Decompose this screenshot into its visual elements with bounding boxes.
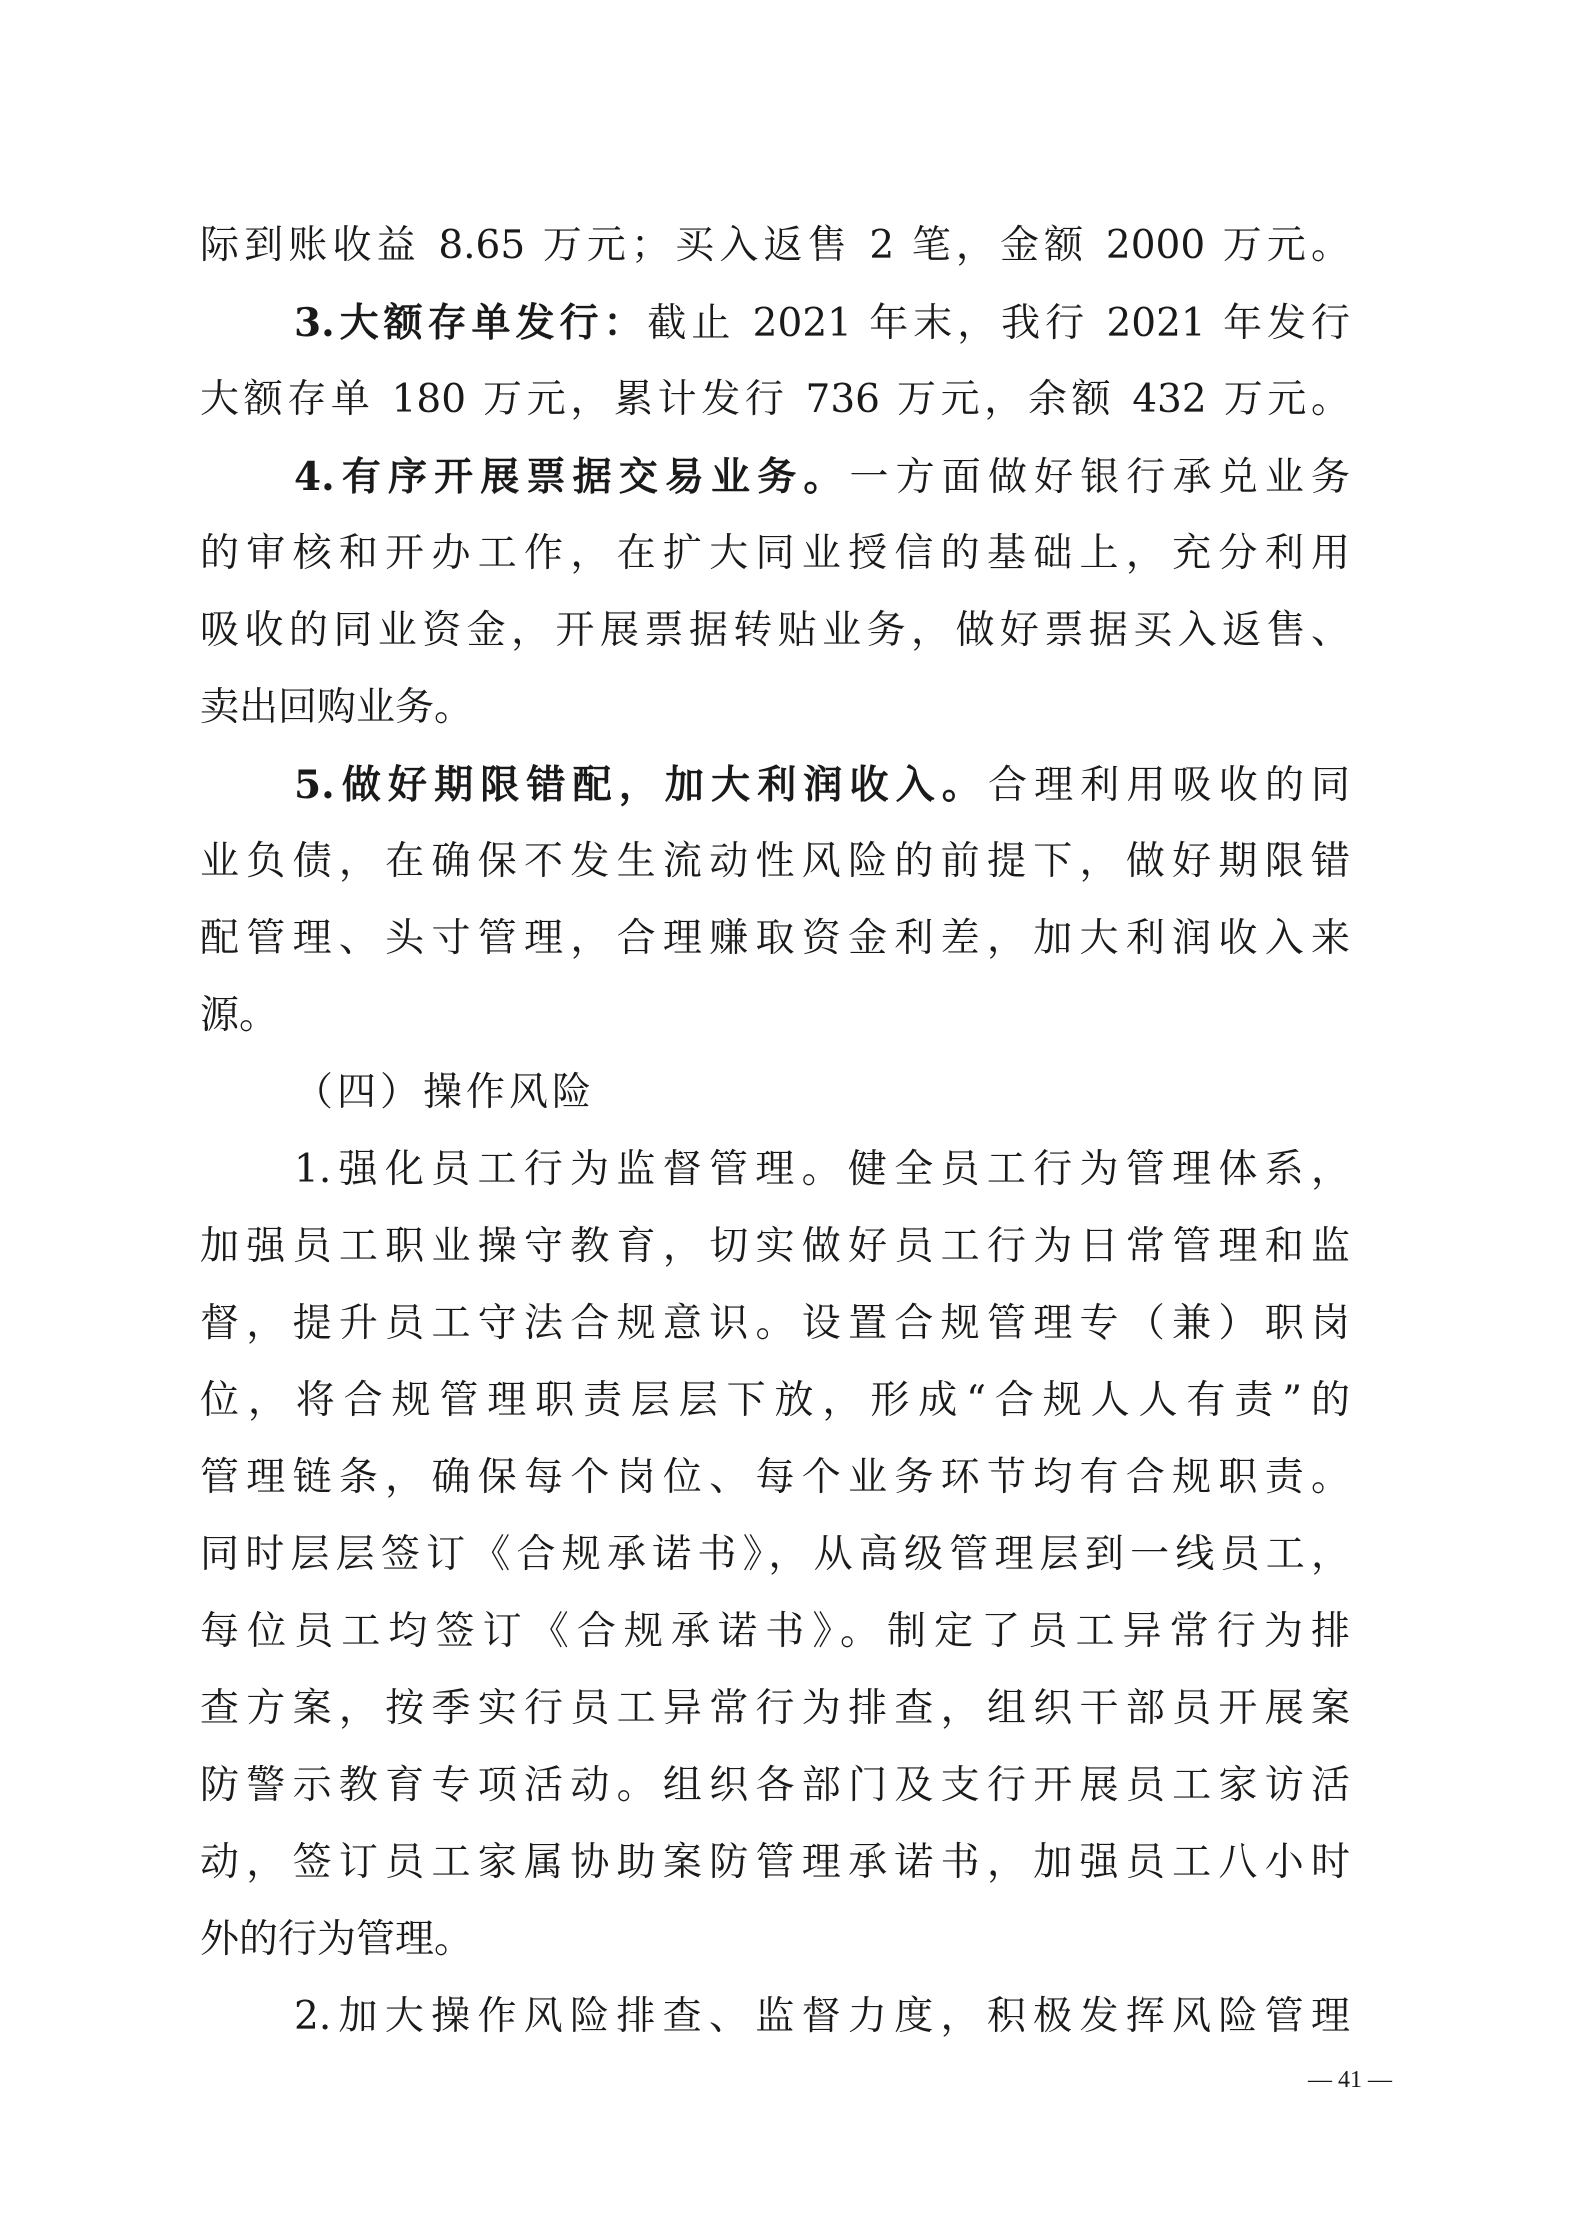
text-line: 外的行为管理。 — [200, 1917, 474, 1962]
text-line: 卖出回购业务。 — [200, 685, 474, 730]
text-line: 督，提升员工守法合规意识。设置合规管理专（兼）职岗 — [200, 1301, 1350, 1346]
text-line: 源。 — [200, 993, 279, 1038]
text-line — [294, 437, 1350, 517]
text-line: 每位员工均签订《合规承诺书》。制定了员工异常行为排 — [200, 1609, 1350, 1654]
line-text: 一方面做好银行承兑业务 — [849, 455, 1350, 500]
text-line: 吸收的同业资金，开展票据转贴业务，做好票据买入返售、 — [200, 608, 1350, 653]
page-number: — 41 — — [1308, 2067, 1392, 2093]
text-line: 际到账收益 8.65 万元；买入返售 2 笔，金额 2000 万元。 — [200, 223, 1350, 268]
text-line: 同时层层签订《合规承诺书》，从高级管理层到一线员工， — [200, 1532, 1350, 1577]
section-lead: 4.有序开展票据交易业务。 — [294, 454, 850, 500]
text-line: 配管理、头寸管理，合理赚取资金利差，加大利润收入来 — [200, 916, 1350, 961]
text-line: 1.强化员工行为监督管理。健全员工行为管理体系， — [294, 1147, 1350, 1192]
line-text: 截止 2021 年末，我行 2021 年发行 — [647, 301, 1350, 346]
text-line: 大额存单 180 万元，累计发行 736 万元，余额 432 万元。 — [200, 377, 1350, 422]
text-line: 业负债，在确保不发生流动性风险的前提下，做好期限错 — [200, 839, 1350, 884]
text-line: 位，将合规管理职责层层下放，形成“合规人人有责”的 — [200, 1378, 1350, 1423]
section-lead: 5.做好期限错配，加大利润收入。 — [294, 762, 988, 808]
text-line: 动，签订员工家属协助案防管理承诺书，加强员工八小时 — [200, 1840, 1350, 1885]
text-line — [294, 745, 1350, 825]
text-line: 加强员工职业操守教育，切实做好员工行为日常管理和监 — [200, 1224, 1350, 1269]
text-line — [294, 283, 1350, 363]
section-lead: 3.大额存单发行： — [294, 300, 648, 346]
text-line: 查方案，按季实行员工异常行为排查，组织干部员开展案 — [200, 1686, 1350, 1731]
text-line: 管理链条，确保每个岗位、每个业务环节均有合规职责。 — [200, 1455, 1350, 1500]
section-heading: （四）操作风险 — [294, 1070, 596, 1115]
line-text: 合理利用吸收的同 — [987, 763, 1350, 808]
text-line: 的审核和开办工作，在扩大同业授信的基础上，充分利用 — [200, 531, 1350, 576]
text-line: 2.加大操作风险排查、监督力度，积极发挥风险管理 — [294, 1994, 1350, 2039]
text-line: 防警示教育专项活动。组织各部门及支行开展员工家访活 — [200, 1763, 1350, 1808]
